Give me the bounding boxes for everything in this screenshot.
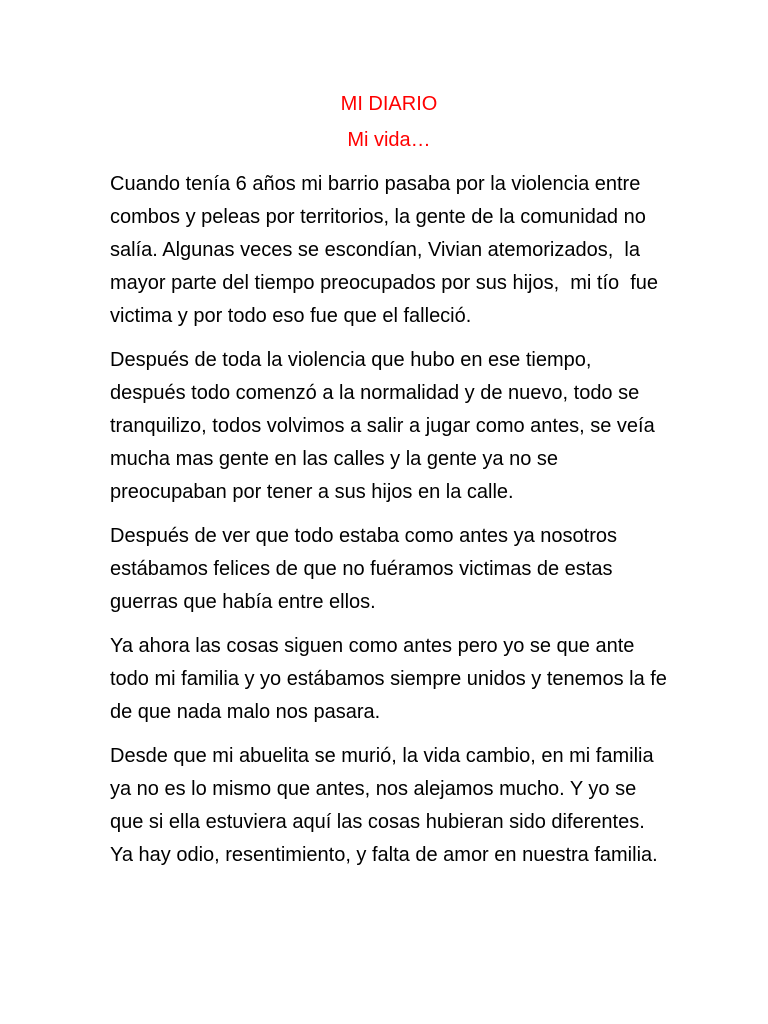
paragraph-4: Ya ahora las cosas siguen como antes pero yo se que ante todo mi familia y yo estábamos siempre unidos y tenemos la fe de que nada malo nos pasara. — [110, 635, 673, 723]
document-subtitle: Mi vida… — [347, 129, 431, 151]
paragraph-2: Después de toda la violencia que hubo en ese tiempo, después todo comenzó a la normalidad y de nuevo, todo se tranquilizo, todos volvimos a salir a jugar como antes, se veía mucha mas gente en las calles y la gente ya no se preocupaban por tener a sus hijos en la calle. — [110, 349, 661, 503]
paragraph-1: Cuando tenía 6 años mi barrio pasaba por la violencia entre combos y peleas por territorios, la gente de la comunidad no salía. Algunas veces se escondían, Vivian atemorizados, la mayor parte del tiempo preocupados por sus hijos, mi tío fue victima y por todo eso fue que el falleció. — [110, 173, 664, 327]
paragraph-5: Desde que mi abuelita se murió, la vida cambio, en mi familia ya no es lo mismo que antes, nos alejamos mucho. Y yo se que si ella estuviera aquí las cosas hubieran sido diferentes. Ya hay odio, resentimiento, y falta de amor en nuestra familia. — [110, 745, 660, 866]
paragraph-3: Después de ver que todo estaba como antes ya nosotros estábamos felices de que no fuéramos victimas de estas guerras que había entre ellos. — [110, 525, 623, 613]
document-title: MI DIARIO — [340, 93, 438, 115]
